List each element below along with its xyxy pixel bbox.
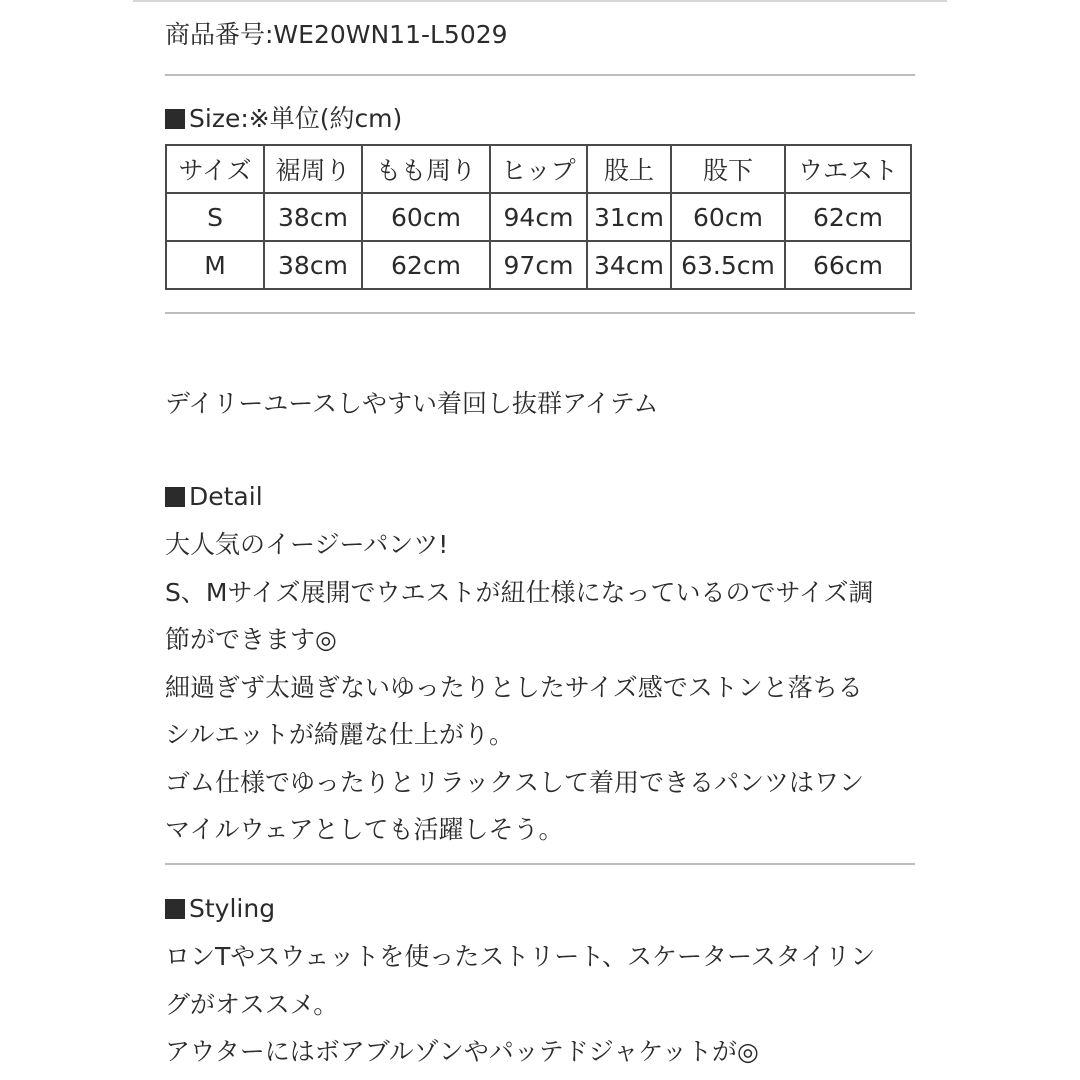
square-bullet-icon bbox=[165, 487, 185, 507]
detail-line: S、Mサイズ展開でウエストが紐仕様になっているのでサイズ調 bbox=[165, 577, 874, 607]
table-cell: S bbox=[166, 193, 264, 241]
table-cell: 97cm bbox=[490, 241, 587, 289]
size-table-header-row bbox=[166, 145, 911, 193]
column-header: ヒップ bbox=[490, 145, 587, 193]
detail-line: 大人気のイージーパンツ! bbox=[165, 530, 449, 559]
table-cell: 62cm bbox=[785, 193, 911, 241]
table-cell: 94cm bbox=[490, 193, 587, 241]
tagline bbox=[165, 380, 917, 428]
product-code: 商品番号:WE20WN11-L5029 bbox=[165, 20, 508, 49]
top-border bbox=[133, 0, 947, 2]
size-heading bbox=[165, 102, 402, 136]
detail-text bbox=[165, 521, 917, 854]
divider bbox=[165, 863, 915, 865]
detail-line: 節ができます◎ bbox=[165, 625, 337, 654]
detail-line: マイルウェアとしても活躍しそう。 bbox=[165, 815, 564, 844]
column-header: 股下 bbox=[671, 145, 785, 193]
column-header: ウエスト bbox=[785, 145, 911, 193]
styling-heading-label: Styling bbox=[189, 894, 276, 923]
table-cell: 34cm bbox=[587, 241, 671, 289]
tagline-text: デイリーユースしやすい着回し抜群アイテム bbox=[165, 389, 659, 418]
styling-line: ロンTやスウェットを使ったストリート、スケータースタイリン bbox=[165, 942, 876, 971]
size-heading-label: Size:※単位(約cm) bbox=[189, 104, 403, 133]
table-cell: 38cm bbox=[264, 193, 362, 241]
styling-line: アウターにはボアブルゾンやパッテドジャケットが◎ bbox=[165, 1037, 759, 1066]
detail-line: 細過ぎず太過ぎないゆったりとしたサイズ感でストンと落ちる bbox=[165, 672, 863, 702]
detail-heading bbox=[165, 480, 263, 514]
size-table bbox=[165, 144, 912, 290]
table-row bbox=[166, 241, 911, 289]
square-bullet-icon bbox=[165, 899, 185, 919]
square-bullet-icon bbox=[165, 109, 185, 129]
table-cell: 66cm bbox=[785, 241, 911, 289]
table-row bbox=[166, 193, 911, 241]
table-cell: 31cm bbox=[587, 193, 671, 241]
styling-text bbox=[165, 933, 917, 1076]
column-header: 股上 bbox=[587, 145, 671, 193]
styling-heading bbox=[165, 892, 275, 926]
styling-line: グがオススメ。 bbox=[165, 989, 339, 1019]
divider bbox=[165, 312, 915, 314]
divider bbox=[165, 74, 915, 76]
table-cell: 62cm bbox=[362, 241, 490, 289]
column-header: もも周り bbox=[362, 145, 490, 193]
table-cell: 63.5cm bbox=[671, 241, 785, 289]
detail-heading-label: Detail bbox=[189, 482, 263, 511]
column-header: 裾周り bbox=[264, 145, 362, 193]
detail-line: シルエットが綺麗な仕上がり。 bbox=[165, 720, 514, 749]
table-cell: 60cm bbox=[362, 193, 490, 241]
column-header: サイズ bbox=[166, 145, 264, 193]
table-cell: M bbox=[166, 241, 264, 289]
table-cell: 38cm bbox=[264, 241, 362, 289]
table-cell: 60cm bbox=[671, 193, 785, 241]
detail-line: ゴム仕様でゆったりとリラックスして着用できるパンツはワン bbox=[165, 767, 865, 797]
